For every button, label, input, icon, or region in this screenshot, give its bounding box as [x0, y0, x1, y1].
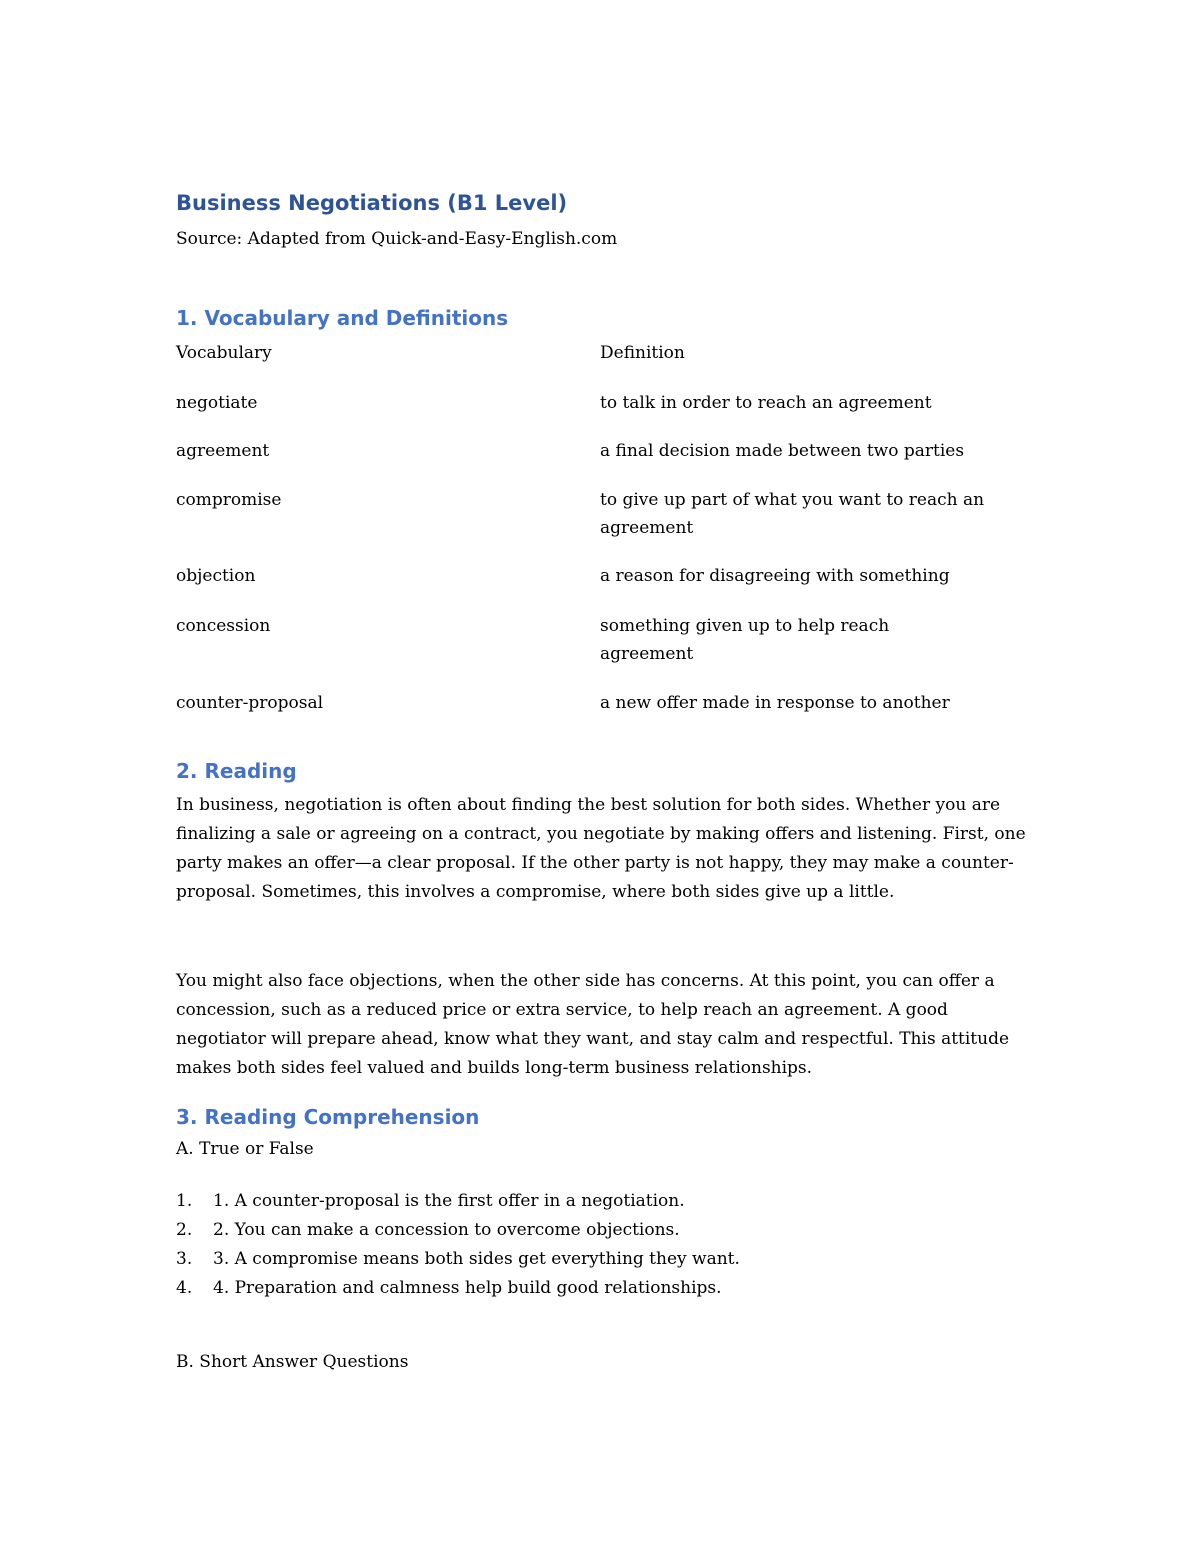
vocab-term: agreement: [176, 441, 270, 461]
vocab-definition: to give up part of what you want to reach an agreement: [600, 490, 985, 538]
vocab-definition: to talk in order to reach an agreement: [600, 393, 932, 413]
section-reading-heading: 2. Reading: [176, 759, 297, 783]
reading-paragraph-2: You might also face objections, when the other side has concerns. At this point, you can offer a concession, such as a reduced price or extra service, to help reach an agreement. A good negotiator will prepare ahead, know what they want, and stay calm and respectful. This attitude makes both sides feel valued and builds long-term business relationships.: [176, 971, 1010, 1078]
true-false-label: A. True or False: [176, 1139, 314, 1159]
list-number: 4.: [176, 1278, 193, 1298]
section-comprehension-heading: 3. Reading Comprehension: [176, 1105, 480, 1129]
vocab-header-term: Vocabulary: [176, 343, 272, 363]
vocab-term: compromise: [176, 490, 282, 510]
list-number: 3.: [176, 1249, 193, 1269]
short-answer-label: B. Short Answer Questions: [176, 1352, 409, 1372]
list-item-text: 3. A compromise means both sides get everything they want.: [213, 1249, 740, 1269]
section-vocabulary-heading: 1. Vocabulary and Definitions: [176, 306, 509, 330]
vocab-definition: something given up to help reach agreement: [600, 616, 890, 664]
vocab-term: negotiate: [176, 393, 258, 413]
list-item: [176, 1245, 1036, 1274]
list-number: 2.: [176, 1220, 193, 1240]
vocab-term: objection: [176, 566, 256, 586]
list-item: [176, 1187, 1036, 1216]
reading-paragraph-1: In business, negotiation is often about finding the best solution for both sides. Whether you are finalizing a sale or agreeing on a contract, you negotiate by making offers and listening. First, one party makes an offer—a clear proposal. If the other party is not happy, they may make a counter-proposal. Sometimes, this involves a compromise, where both sides give up a little.: [176, 795, 1026, 902]
source-line: Source: Adapted from Quick-and-Easy-English.com: [176, 229, 618, 249]
true-false-list: [176, 1187, 1036, 1303]
list-item: [176, 1274, 1036, 1303]
list-item: [176, 1216, 1036, 1245]
vocab-definition: a new offer made in response to another: [600, 693, 950, 713]
document-title: Business Negotiations (B1 Level): [176, 191, 568, 215]
list-item-text: 4. Preparation and calmness help build good relationships.: [213, 1278, 722, 1298]
vocab-term: concession: [176, 616, 271, 636]
vocab-term: counter-proposal: [176, 693, 324, 713]
list-item-text: 2. You can make a concession to overcome objections.: [213, 1220, 680, 1240]
list-item-text: 1. A counter-proposal is the first offer in a negotiation.: [213, 1191, 685, 1211]
vocab-definition: a final decision made between two parties: [600, 441, 965, 461]
vocab-definition: a reason for disagreeing with something: [600, 566, 950, 586]
vocab-header-definition: Definition: [600, 343, 685, 363]
list-number: 1.: [176, 1191, 193, 1211]
